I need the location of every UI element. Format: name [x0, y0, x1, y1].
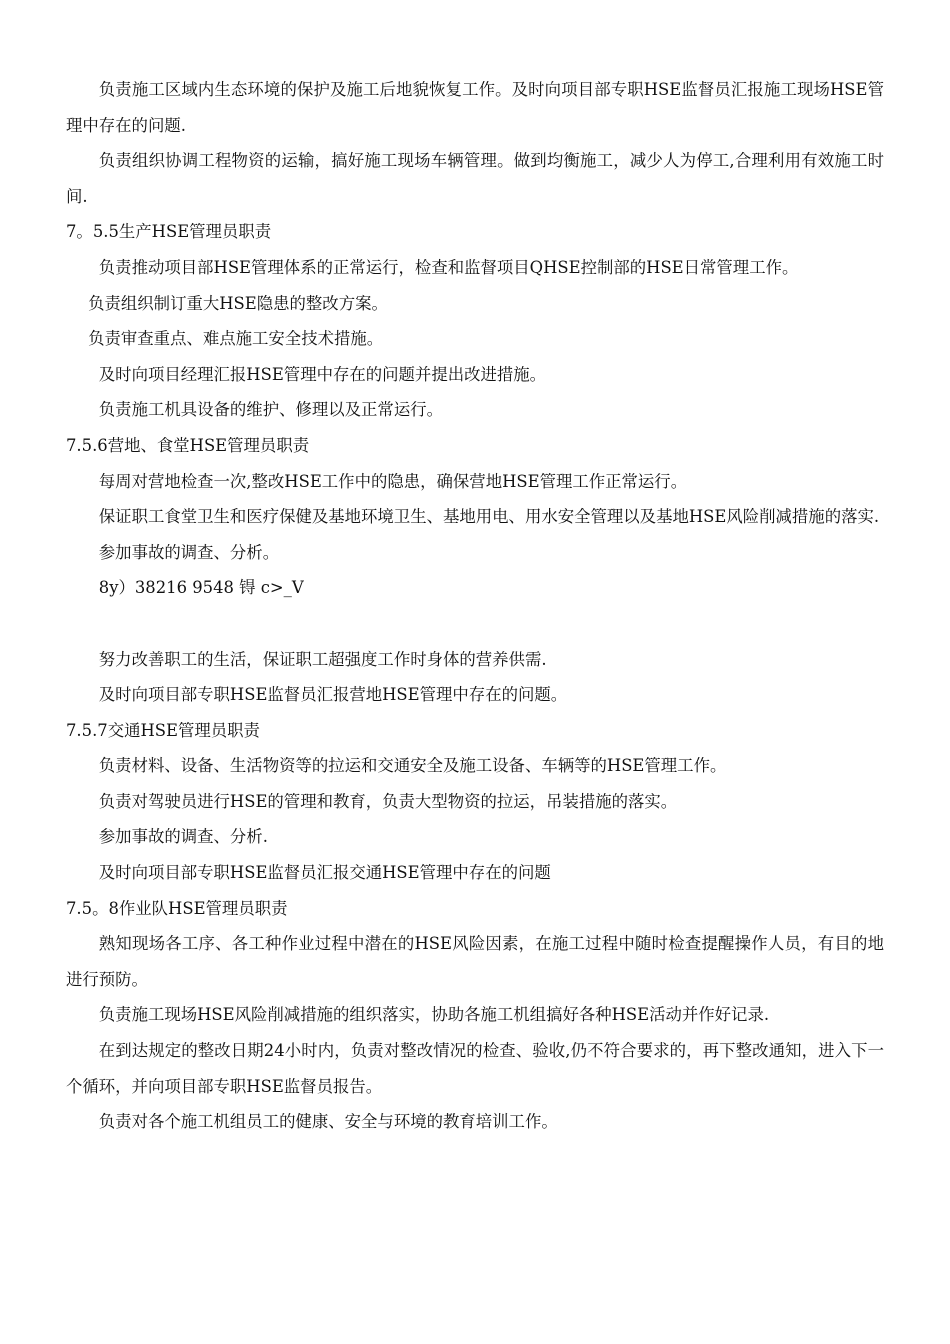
paragraph: 保证职工食堂卫生和医疗保健及基地环境卫生、基地用电、用水安全管理以及基地HSE风险削减措施的落实.	[98, 507, 880, 527]
paragraph: 负责组织制订重大HSE隐患的整改方案。	[88, 293, 388, 313]
paragraph: 在到达规定的整改日期24小时内，负责对整改情况的检查、验收,仍不符合要求的，再下整改通知，进入下一个循环，并向项目部专职HSE监督员报告。	[66, 1041, 884, 1096]
section-heading: 7。5.5生产HSE管理员职责	[66, 222, 272, 242]
paragraph: 每周对营地检查一次,整改HSE工作中的隐患，确保营地HSE管理工作正常运行。	[98, 471, 688, 491]
paragraph: 及时向项目部专职HSE监督员汇报营地HSE管理中存在的问题。	[98, 685, 568, 705]
paragraph: 熟知现场各工序、各工种作业过程中潜在的HSE风险因素，在施工过程中随时检查提醒操作人员，有目的地进行预防。	[66, 934, 884, 989]
paragraph: 负责对各个施工机组员工的健康、安全与环境的教育培训工作。	[98, 1112, 558, 1132]
section-heading: 7.5.7交通HSE管理员职责	[66, 720, 260, 740]
paragraph: 参加事故的调查、分析.	[98, 827, 268, 847]
paragraph: 努力改善职工的生活，保证职工超强度工作时身体的营养供需.	[98, 649, 547, 669]
blank-line	[66, 606, 884, 642]
paragraph: 负责审查重点、难点施工安全技术措施。	[88, 329, 384, 349]
paragraph: 负责对驾驶员进行HSE的管理和教育，负责大型物资的拉运，吊装措施的落实。	[98, 791, 678, 811]
paragraph: 参加事故的调查、分析。	[98, 542, 280, 562]
paragraph: 负责材料、设备、生活物资等的拉运和交通安全及施工设备、车辆等的HSE管理工作。	[98, 756, 727, 776]
paragraph: 负责施工现场HSE风险削减措施的组织落实，协助各施工机组搞好各种HSE活动并作好记录.	[98, 1005, 770, 1025]
paragraph: 负责推动项目部HSE管理体系的正常运行，检查和监督项目QHSE控制部的HSE日常管理工作。	[98, 257, 799, 277]
paragraph: 负责施工机具设备的维护、修理以及正常运行。	[98, 400, 443, 420]
paragraph: 及时向项目部专职HSE监督员汇报交通HSE管理中存在的问题	[98, 863, 551, 883]
section-heading: 7.5。8作业队HSE管理员职责	[66, 898, 288, 918]
paragraph: 及时向项目经理汇报HSE管理中存在的问题并提出改进措施。	[98, 364, 547, 384]
section-heading: 7.5.6营地、食堂HSE管理员职责	[66, 435, 310, 455]
garbled-line: 8y）38216 9548 锝 c>_V	[98, 578, 304, 598]
paragraph: 负责组织协调工程物资的运输，搞好施工现场车辆管理。做到均衡施工，减少人为停工,合理利用有效施工时间.	[66, 151, 884, 206]
paragraph: 负责施工区域内生态环境的保护及施工后地貌恢复工作。及时向项目部专职HSE监督员汇报施工现场HSE管理中存在的问题.	[66, 80, 884, 135]
